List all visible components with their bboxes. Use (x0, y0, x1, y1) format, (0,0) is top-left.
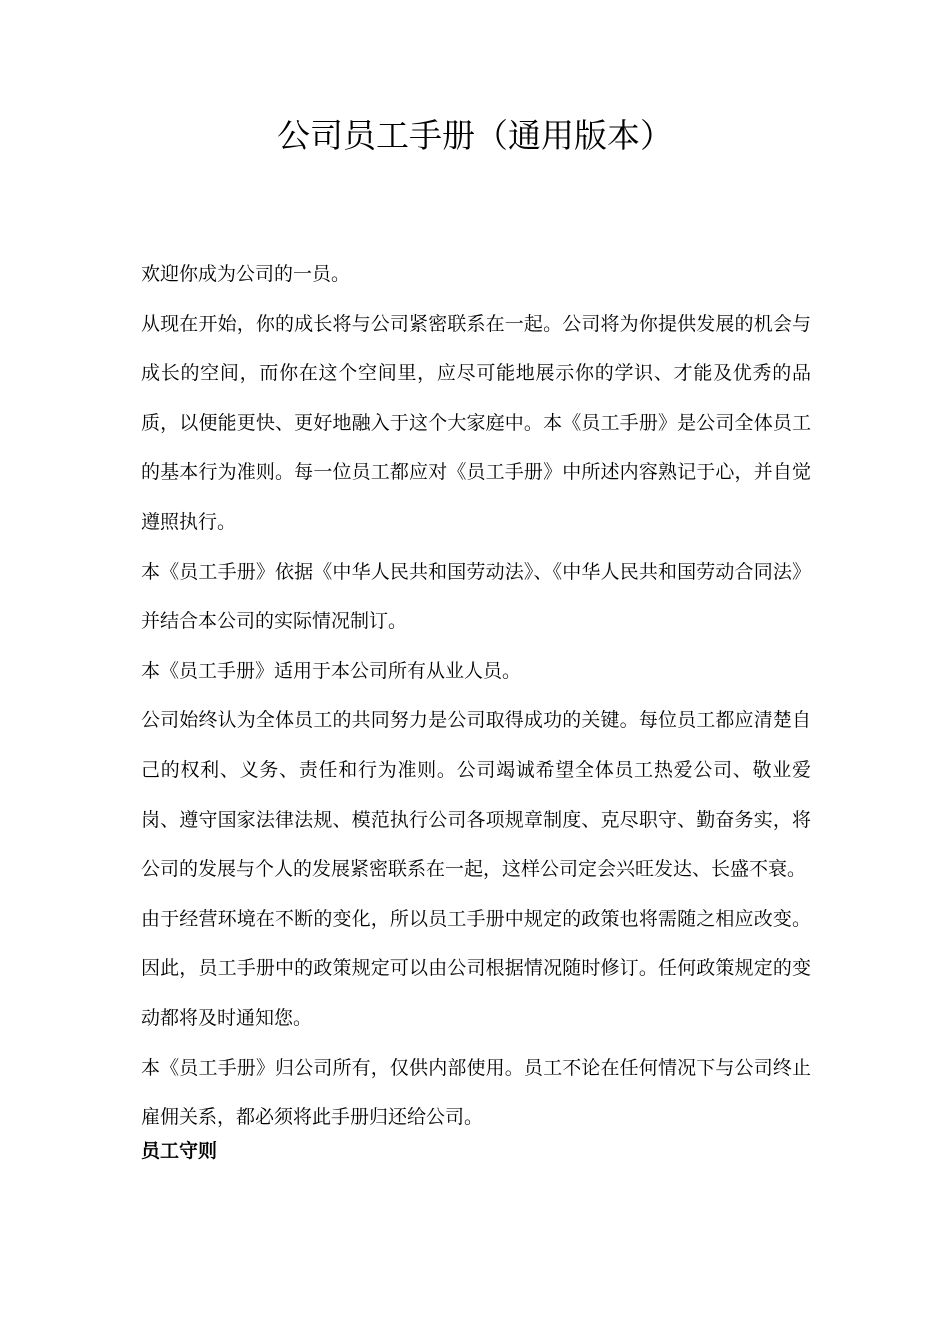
document-body (141, 250, 811, 1166)
welcome-paragraph: 欢迎你成为公司的一员。 (141, 263, 351, 285)
legal-basis-paragraph: 本《员工手册》依据《中华人民共和国劳动法》、《中华人民共和国劳动合同法》并结合本公司的实际情况制订。 (141, 560, 811, 633)
scope-paragraph: 本《员工手册》适用于本公司所有从业人员。 (141, 659, 522, 682)
ownership-paragraph: 本《员工手册》归公司所有，仅供内部使用。员工不论在任何情况下与公司终止雇佣关系，都必须将此手册归还给公司。 (141, 1056, 811, 1129)
growth-paragraph: 从现在开始，你的成长将与公司紧密联系在一起。公司将为你提供发展的机会与成长的空间，而你在这个空间里，应尽可能地展示你的学识、才能及优秀的品质，以便能更快、更好地融入于这个大家庭中。本《员工手册》是公司全体员工的基本行为准则。每一位员工都应对《员工手册》中所述内容熟记于心，并自觉遵照执行。 (141, 312, 811, 533)
expectations-paragraph: 公司始终认为全体员工的共同努力是公司取得成功的关键。每位员工都应清楚自己的权利、义务、责任和行为准则。公司竭诚希望全体员工热爱公司、敬业爱岗、遵守国家法律法规、模范执行公司各项规章制度、克尽职守、勤奋务实，将公司的发展与个人的发展紧密联系在一起，这样公司定会兴旺发达、长盛不衰。 (141, 709, 811, 881)
revision-paragraph: 由于经营环境在不断的变化，所以员工手册中规定的政策也将需随之相应改变。因此，员工手册中的政策规定可以由公司根据情况随时修订。任何政策规定的变动都将及时通知您。 (141, 907, 811, 1029)
document-title: 公司员工手册（通用版本） (277, 116, 673, 155)
section-heading-employee-rules: 员工守则 (141, 1139, 218, 1162)
